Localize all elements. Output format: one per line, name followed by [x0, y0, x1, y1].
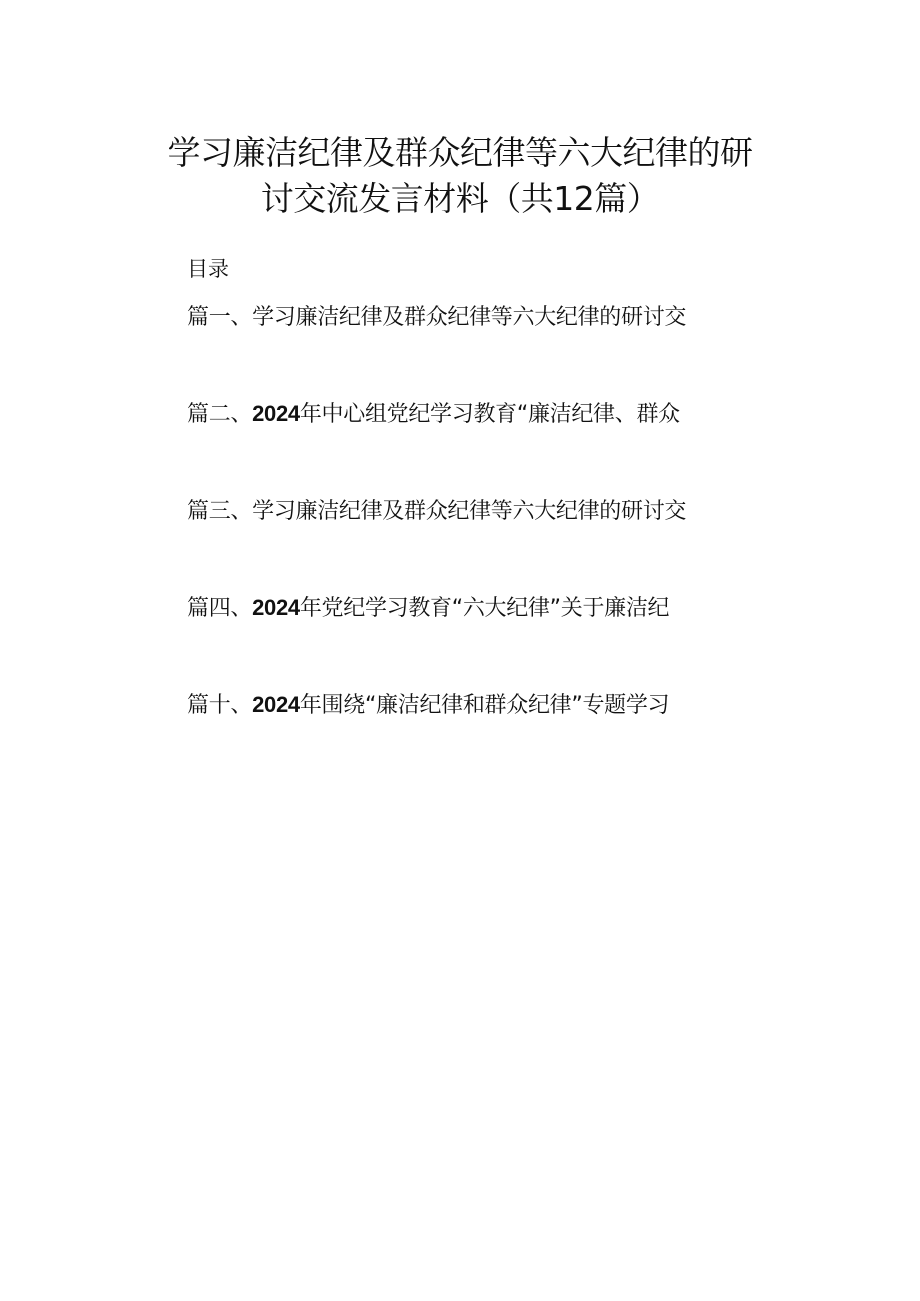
- document-title: [150, 130, 770, 222]
- toc-item[interactable]: [187, 399, 747, 496]
- toc-item-year: 2024: [252, 401, 300, 426]
- toc-item-prefix: 篇三、: [187, 499, 253, 524]
- toc-item[interactable]: [187, 690, 747, 787]
- toc-item-text: 年围绕“廉洁纪律和群众纪律”专题学习: [299, 693, 670, 718]
- toc-item-prefix: 篇四、: [187, 596, 253, 621]
- toc-item[interactable]: [187, 496, 747, 593]
- toc-item-year: 2024: [252, 692, 300, 717]
- toc-item[interactable]: [187, 593, 747, 690]
- title-line-2: 讨交流发言材料（共12篇）: [260, 179, 660, 218]
- toc-item-text: 年中心组党纪学习教育“廉洁纪律、群众: [299, 402, 680, 427]
- toc-item-text: 学习廉洁纪律及群众纪律等六大纪律的研讨交: [252, 499, 687, 524]
- table-of-contents: [187, 302, 747, 787]
- toc-item-prefix: 篇一、: [187, 305, 253, 330]
- toc-item-year: 2024: [252, 595, 300, 620]
- toc-item[interactable]: [187, 302, 747, 399]
- toc-item-prefix: 篇十、: [187, 693, 253, 718]
- toc-heading: 目录: [187, 257, 229, 281]
- toc-item-prefix: 篇二、: [187, 402, 253, 427]
- title-line-1: 学习廉洁纪律及群众纪律等六大纪律的研: [167, 133, 753, 172]
- toc-item-text: 学习廉洁纪律及群众纪律等六大纪律的研讨交: [252, 305, 687, 330]
- toc-item-text: 年党纪学习教育“六大纪律”关于廉洁纪: [299, 596, 670, 621]
